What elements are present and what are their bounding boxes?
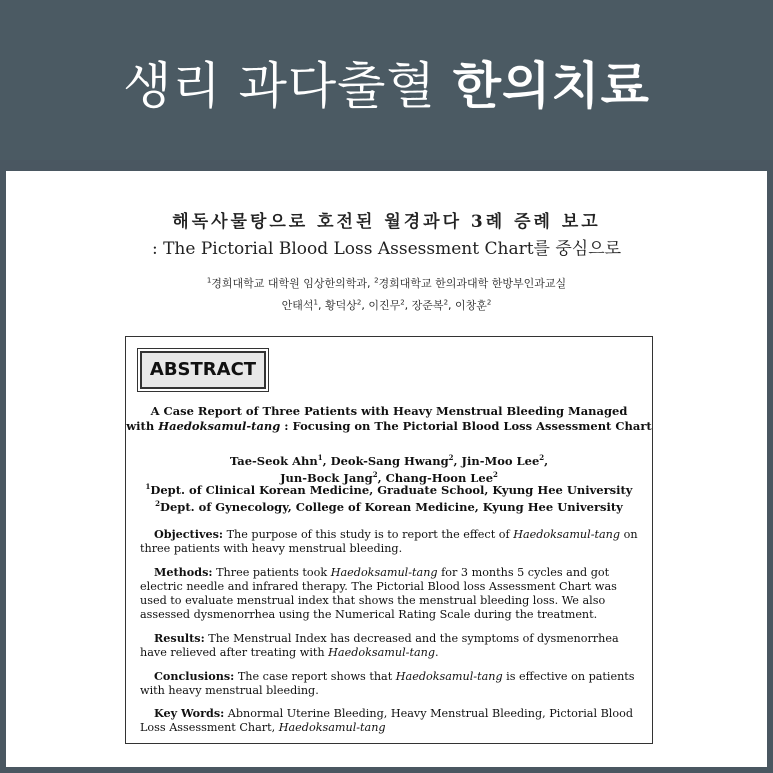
author-ko: 안태석 <box>281 299 314 312</box>
author-ko: 이창훈 <box>455 299 487 312</box>
herb-name: Haedoksamul-tang <box>513 528 621 541</box>
korean-title: 해독사물탕으로 호전된 월경과다 3례 증례 보고 <box>172 212 601 232</box>
author-ko: 이진무 <box>368 299 401 312</box>
author-en: Jin-Moo Lee <box>461 453 540 468</box>
english-title-post: : Focusing on The Pictorial Blood Loss Assessment Chart <box>280 419 652 433</box>
conclusions-text-end: is effective on patients with heavy menstrual bleeding. <box>140 670 635 697</box>
department-2: Dept. of Gynecology, College of Korean Medicine, Kyung Hee University <box>160 499 623 514</box>
abstract-box <box>125 336 653 744</box>
english-departments: $^1$Dept. of Clinical Korean Medicine, Graduate School, Kyung Hee University $^2$Dept. of Gynecology, College of Korean Medicine, Kyung Hee University <box>145 482 633 514</box>
affiliation-2: 경희대학교 한의과대학 한방부인과교실 <box>378 277 567 290</box>
results-section <box>140 631 642 660</box>
conclusions-heading: Conclusions: <box>154 669 235 683</box>
objectives-section <box>140 527 642 556</box>
keywords-heading: Key Words: <box>154 706 225 720</box>
banner-title-bold: 한의치료 <box>452 57 650 115</box>
keywords-section <box>140 706 642 735</box>
author-ko: 황덕상 <box>324 299 357 312</box>
department-1: Dept. of Clinical Korean Medicine, Graduate School, Kyung Hee University <box>150 482 633 497</box>
korean-subtitle: : The Pictorial Blood Loss Assessment Chart를 중심으로 <box>151 239 622 259</box>
herb-name: Haedoksamul-tang <box>330 566 438 579</box>
author-en: Jun-Bock Jang <box>280 470 373 485</box>
keywords-text: Abnormal Uterine Bleeding, Heavy Menstrual Bleeding, Pictorial Blood Loss Assessment Chart, <box>140 707 634 734</box>
herb-name: Haedoksamul-tang <box>395 670 503 683</box>
banner-title <box>0 46 773 118</box>
methods-text: Three patients took <box>212 566 331 579</box>
english-authors: Tae-Seok Ahn$^1$, Deok-Sang Hwang$^2$, Jin-Moo Lee$^2$, Jun-Bock Jang$^2$, Chang-Hoon Lee$^2$ <box>229 453 549 485</box>
results-heading: Results: <box>154 631 205 645</box>
objectives-heading: Objectives: <box>154 527 224 541</box>
paper-page <box>6 171 767 767</box>
banner <box>0 0 773 160</box>
results-text-end: . <box>435 646 439 659</box>
english-title-herb: Haedoksamul-tang <box>158 419 281 433</box>
methods-section <box>140 565 642 622</box>
author-en: Tae-Seok Ahn <box>229 453 318 468</box>
conclusions-text: The case report shows that <box>234 670 396 683</box>
methods-text-end: for 3 months 5 cycles and got electric needle and infrared therapy. The Pictorial Blood loss Assessment Chart was used to evaluate menstrual index that shows the menstrual bleeding loss. We also assessed dysmenorrhea using the Numerical Rating Scale during the treatment. <box>140 566 617 621</box>
herb-name: Haedoksamul-tang <box>328 646 435 659</box>
herb-name: Haedoksamul-tang <box>278 721 386 734</box>
objectives-text: The purpose of this study is to report the effect of <box>223 528 514 541</box>
objectives-text-end: on three patients with heavy menstrual bleeding. <box>140 528 638 555</box>
english-title-pre: with <box>126 419 159 433</box>
english-title <box>126 404 652 434</box>
abstract-label: ABSTRACT <box>140 351 266 389</box>
author-en: Deok-Sang Hwang <box>330 453 449 468</box>
results-text: The Menstrual Index has decreased and the symptoms of dysmenorrhea have relieved after treating with <box>140 632 619 659</box>
english-title-line1: A Case Report of Three Patients with Heavy Menstrual Bleeding Managed <box>150 404 628 418</box>
author-en: Chang-Hoon Lee <box>385 470 494 485</box>
banner-title-regular: 생리 과다출혈 <box>123 57 436 115</box>
methods-heading: Methods: <box>154 565 213 579</box>
author-ko: 장준복 <box>411 299 444 312</box>
conclusions-section <box>140 669 642 698</box>
affiliations: $^1$경희대학교 대학원 임상한의학과, $^2$경희대학교 한의과대학 한방부인과교실 <box>206 276 567 290</box>
affiliation-1: 경희대학교 대학원 임상한의학과, <box>211 277 371 290</box>
korean-authors: 안태석$^1$, 황덕상$^2$, 이진무$^2$, 장준복$^2$, 이창훈$^2$ <box>281 298 492 312</box>
